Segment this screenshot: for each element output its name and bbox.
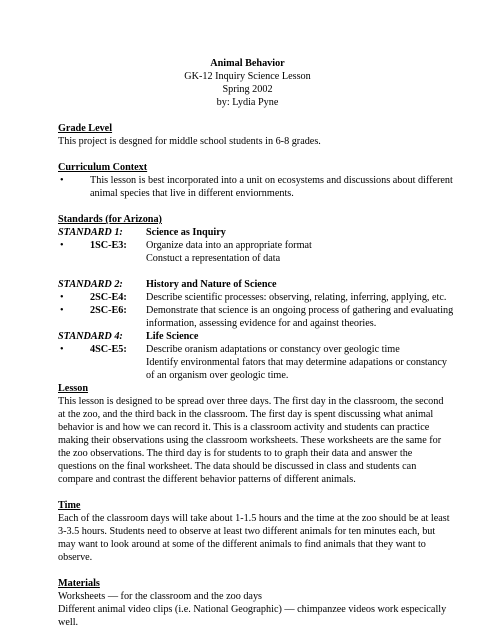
standard-1-line-1: Organize data into an appropriate format <box>146 240 312 251</box>
time-heading: Time <box>58 500 81 511</box>
standard-2b-bullet: • <box>60 305 64 316</box>
standard-4-title: Life Science <box>146 331 199 342</box>
lesson-line: at the zoo, and the third back in the classroom. The first day is spent discussing what animal <box>58 409 434 420</box>
lesson-line: the zoo observations. The third day is for students to to graph their data and answer the <box>58 448 413 459</box>
document-subtitle: GK-12 Inquiry Science Lesson <box>184 71 311 82</box>
standard-2a-bullet: • <box>60 292 64 303</box>
lesson-line: This lesson is designed to be spread over three days. The first day in the classroom, the second <box>58 396 444 407</box>
standard-2-label: STANDARD 2: <box>58 279 123 290</box>
document-author: by: Lydia Pyne <box>216 97 279 108</box>
lesson-line: compare and contrast the different behavior patterns of different animals. <box>58 474 356 485</box>
standards-heading: Standards (for Arizona) <box>58 214 162 225</box>
time-line: may want to look around at some of the different animals to find animals that they want to <box>58 539 426 550</box>
curriculum-context-line-1: This lesson is best incorporated into a unit on ecosystems and discussions about different <box>90 175 453 186</box>
curriculum-bullet: • <box>60 175 64 186</box>
standard-2b-line-1: Demonstrate that science is an ongoing process of gathering and evaluating <box>146 305 454 316</box>
time-line: 3-3.5 hours. Students need to observe at least two different animals for ten minutes each, but <box>58 526 436 537</box>
materials-heading: Materials <box>58 578 100 589</box>
materials-line: Different animal video clips (i.e. National Geographic) — chimpanzee videos work especically <box>58 604 447 615</box>
materials-line: Worksheets — for the classroom and the zoo days <box>58 591 263 602</box>
standard-4-line-2: Identify environmental fators that may determine adapations or constancy <box>146 357 447 368</box>
curriculum-context-line-2: animal species that live in different enviornments. <box>90 188 294 199</box>
standard-4-label: STANDARD 4: <box>58 331 123 342</box>
time-line: Each of the classroom days will take about 1-1.5 hours and the time at the zoo should be at least <box>58 513 450 524</box>
grade-level-heading: Grade Level <box>58 123 113 134</box>
lesson-line: behavior is and how we can record it. This is a classroom activity and students can practice <box>58 422 430 433</box>
standard-4-code: 4SC-E5: <box>90 344 127 355</box>
curriculum-context-heading: Curriculum Context <box>58 162 148 173</box>
standard-2a-code: 2SC-E4: <box>90 292 127 303</box>
standard-1-code: 1SC-E3: <box>90 240 127 251</box>
standard-2-title: History and Nature of Science <box>146 279 277 290</box>
standard-1-bullet: • <box>60 240 64 251</box>
document-date: Spring 2002 <box>222 84 273 95</box>
lesson-line: making their observations using the classroom worksheets. These worksheets are the same for <box>58 435 442 446</box>
lesson-heading: Lesson <box>58 383 89 394</box>
standard-1-label: STANDARD 1: <box>58 227 123 238</box>
document-title: Animal Behavior <box>210 58 285 69</box>
standard-4-line-1: Describe oranism adaptations or constancy over geologic time <box>146 344 400 355</box>
standard-2a-text: Describe scientific processes: observing, relating, inferring, applying, etc. <box>146 292 447 303</box>
time-line: observe. <box>58 552 93 563</box>
grade-level-text: This project is desgned for middle school students in 6-8 grades. <box>58 136 321 147</box>
standard-2b-line-2: information, assessing evidence for and against theories. <box>146 318 377 329</box>
standard-4-bullet: • <box>60 344 64 355</box>
standard-1-title: Science as Inquiry <box>146 227 226 238</box>
standard-2b-code: 2SC-E6: <box>90 305 127 316</box>
materials-line: well. <box>58 617 79 628</box>
standard-1-line-2: Constuct a representation of data <box>146 253 281 264</box>
standard-4-line-3: of an organism over geologic time. <box>146 370 289 381</box>
lesson-line: questions on the final worksheet. The data should be discussed in class and students can <box>58 461 417 472</box>
